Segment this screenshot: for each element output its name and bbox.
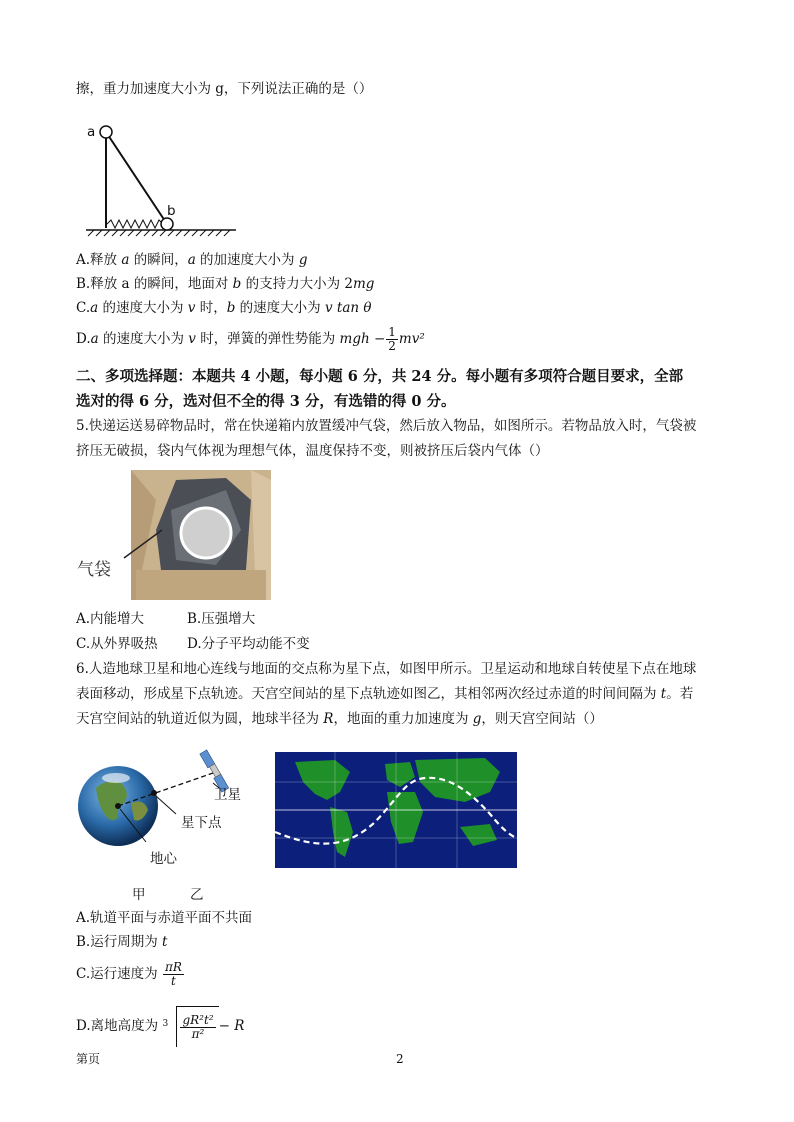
section2-heading-line1: 二、多项选择题：本题共 4 小题，每小题 6 分，共 24 分。每小题有多项符合题目要求，全部 [76,368,684,385]
cube-root-index: 3 [162,1019,169,1029]
q4-option-b: B.释放 a 的瞬间，地面对 b 的支持力大小为 2mg [76,276,375,292]
q4-option-a: A.释放 a 的瞬间，a 的加速度大小为 g [76,252,308,268]
q5-option-b: B.压强增大 [187,611,256,627]
q5-option-d: D.分子平均动能不变 [187,636,310,652]
spring [107,220,167,228]
q6-stem-line1: 6.人造地球卫星和地心连线与地面的交点称为星下点，如图甲所示。卫星运动和地球自转使星下点在地球 [76,661,697,677]
q6-option-a: A.轨道平面与赤道平面不共面 [76,910,253,926]
q6-stem-line3: 天宫空间站的轨道近似为圆，地球半径为 R，地面的重力加速度为 g，则天宫空间站（） [76,711,603,727]
q6-ground-track-map [275,752,517,868]
fraction-pir-over-t: $\frac{\pi R}{t}$ [164,960,182,988]
ball-b [161,218,173,230]
q4-option-c: C.a 的速度大小为 v 时，b 的速度大小为 v tan θ [76,300,372,316]
q5-option-c: C.从外界吸热 [76,636,158,652]
footer-page-number: 2 [396,1052,404,1066]
label-a: a [87,124,96,140]
q5-option-a: A.内能增大 [76,611,145,627]
subpoint-label: 星下点 [181,815,222,831]
q6-option-c: C.运行速度为 $\frac{\pi R}{t}$ [76,960,182,988]
fraction-grt-over-pi: $\frac{\text{gR²t²}}{\text{π²}}$ [182,1013,214,1041]
q5-stem-line1: 5.快递运送易碎物品时，常在快递箱内放置缓冲气袋，然后放入物品，如图所示。若物品放入时，气袋被 [76,418,697,434]
figure-jia-label: 甲 [132,887,146,903]
label-b: b [167,203,176,219]
q4-option-d: D.a 的速度大小为 v 时，弹簧的弹性势能为 mgh − $\frac{1}{2}$ mv² [76,325,425,353]
q6-stem-line2: 表面移动，形成星下点轨迹。天宫空间站的星下点轨迹如图乙，其相邻两次经过赤道的时间间隔为 t。若 [76,686,694,702]
fraction-half: $\frac{1}{2}$ [388,325,396,353]
airbag-label: 气袋 [77,560,111,580]
q4-stem-tail: 擦，重力加速度大小为 g，下列说法正确的是（） [76,81,373,97]
q5-airbag-photo [76,470,276,602]
q4-rod-spring-figure [76,116,246,242]
ball-a [100,126,112,138]
figure-yi-label: 乙 [190,887,204,903]
satellite-label: 卫星 [214,787,241,803]
q6-option-d: D.离地高度为 3 $\frac{\text{gR²t²}}{\text{π²}}$ − R [76,1006,244,1047]
q5-stem-line2: 挤压无破损，袋内气体视为理想气体，温度保持不变，则被挤压后袋内气体（） [76,443,549,459]
footer-page-label: 第页 [76,1052,101,1066]
q6-option-b: B.运行周期为 t [76,934,168,950]
earth-center-label: 地心 [150,851,177,867]
section2-heading-line2: 选对的得 6 分，选对但不全的得 3 分，有选错的得 0 分。 [76,393,456,410]
